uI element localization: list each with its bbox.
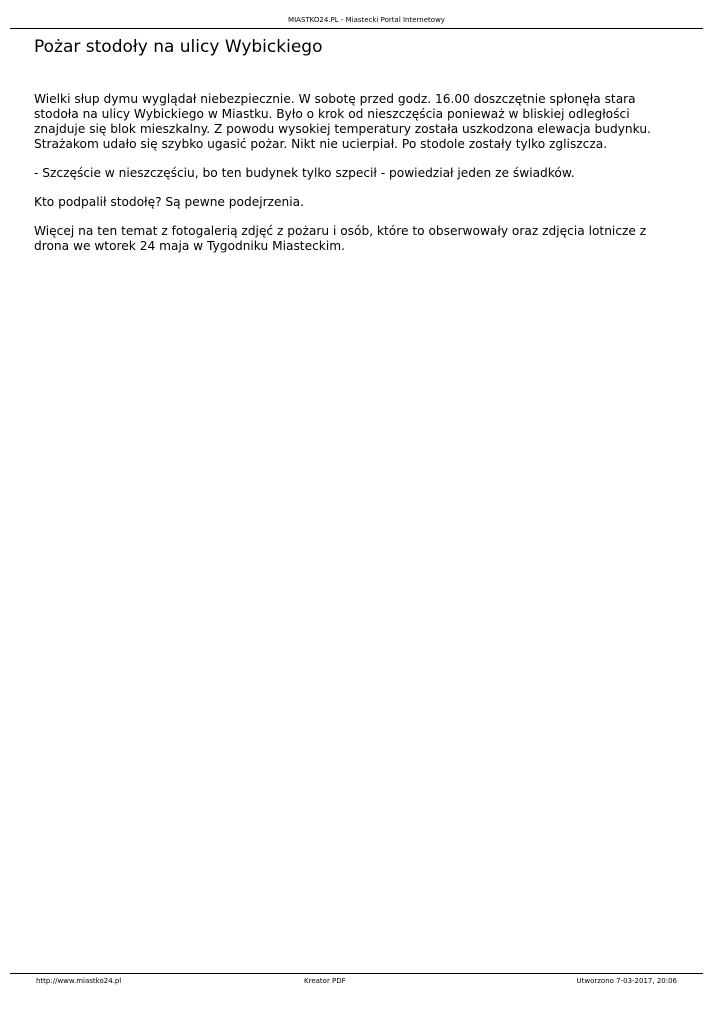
article-paragraph: Więcej na ten temat z fotogalerią zdjęć z pożaru i osób, które to obserwowały oraz zdjęcia lotnicze z drona we wtorek 24 maja w Tygodniku Miasteckim.: [34, 224, 647, 253]
article-body: [34, 92, 674, 268]
footer-divider: [10, 973, 703, 974]
site-title: MIASTKO24.PL - Miastecki Portal Internetowy: [288, 16, 445, 24]
footer-created-date: Utworzono 7-03-2017, 20:06: [576, 977, 677, 985]
article-paragraph: Kto podpalił stodołę? Są pewne podejrzenia.: [34, 195, 304, 209]
article-title: Pożar stodoły na ulicy Wybickiego: [34, 37, 323, 57]
article-paragraph: - Szczęście w nieszczęściu, bo ten budynek tylko szpecił - powiedział jeden ze świadków.: [34, 166, 575, 180]
page-header: [30, 15, 703, 25]
footer-generator: Kreator PDF: [304, 977, 346, 985]
footer-url: http://www.miastko24.pl: [36, 977, 122, 985]
header-divider: [10, 28, 703, 29]
article-paragraph: Wielki słup dymu wyglądał niebezpiecznie. W sobotę przed godz. 16.00 doszczętnie spłonęła stara stodoła na ulicy Wybickiego w Miastku. Było o krok od nieszczęścia ponieważ w bliskiej odległości znajduje się blok mieszkalny. Z powodu wysokiej temperatury została uszkodzona elewacja budynku. Strażakom udało się szybko ugasić pożar. Nikt nie ucierpiał. Po stodole zostały tylko zgliszcza.: [34, 92, 651, 151]
